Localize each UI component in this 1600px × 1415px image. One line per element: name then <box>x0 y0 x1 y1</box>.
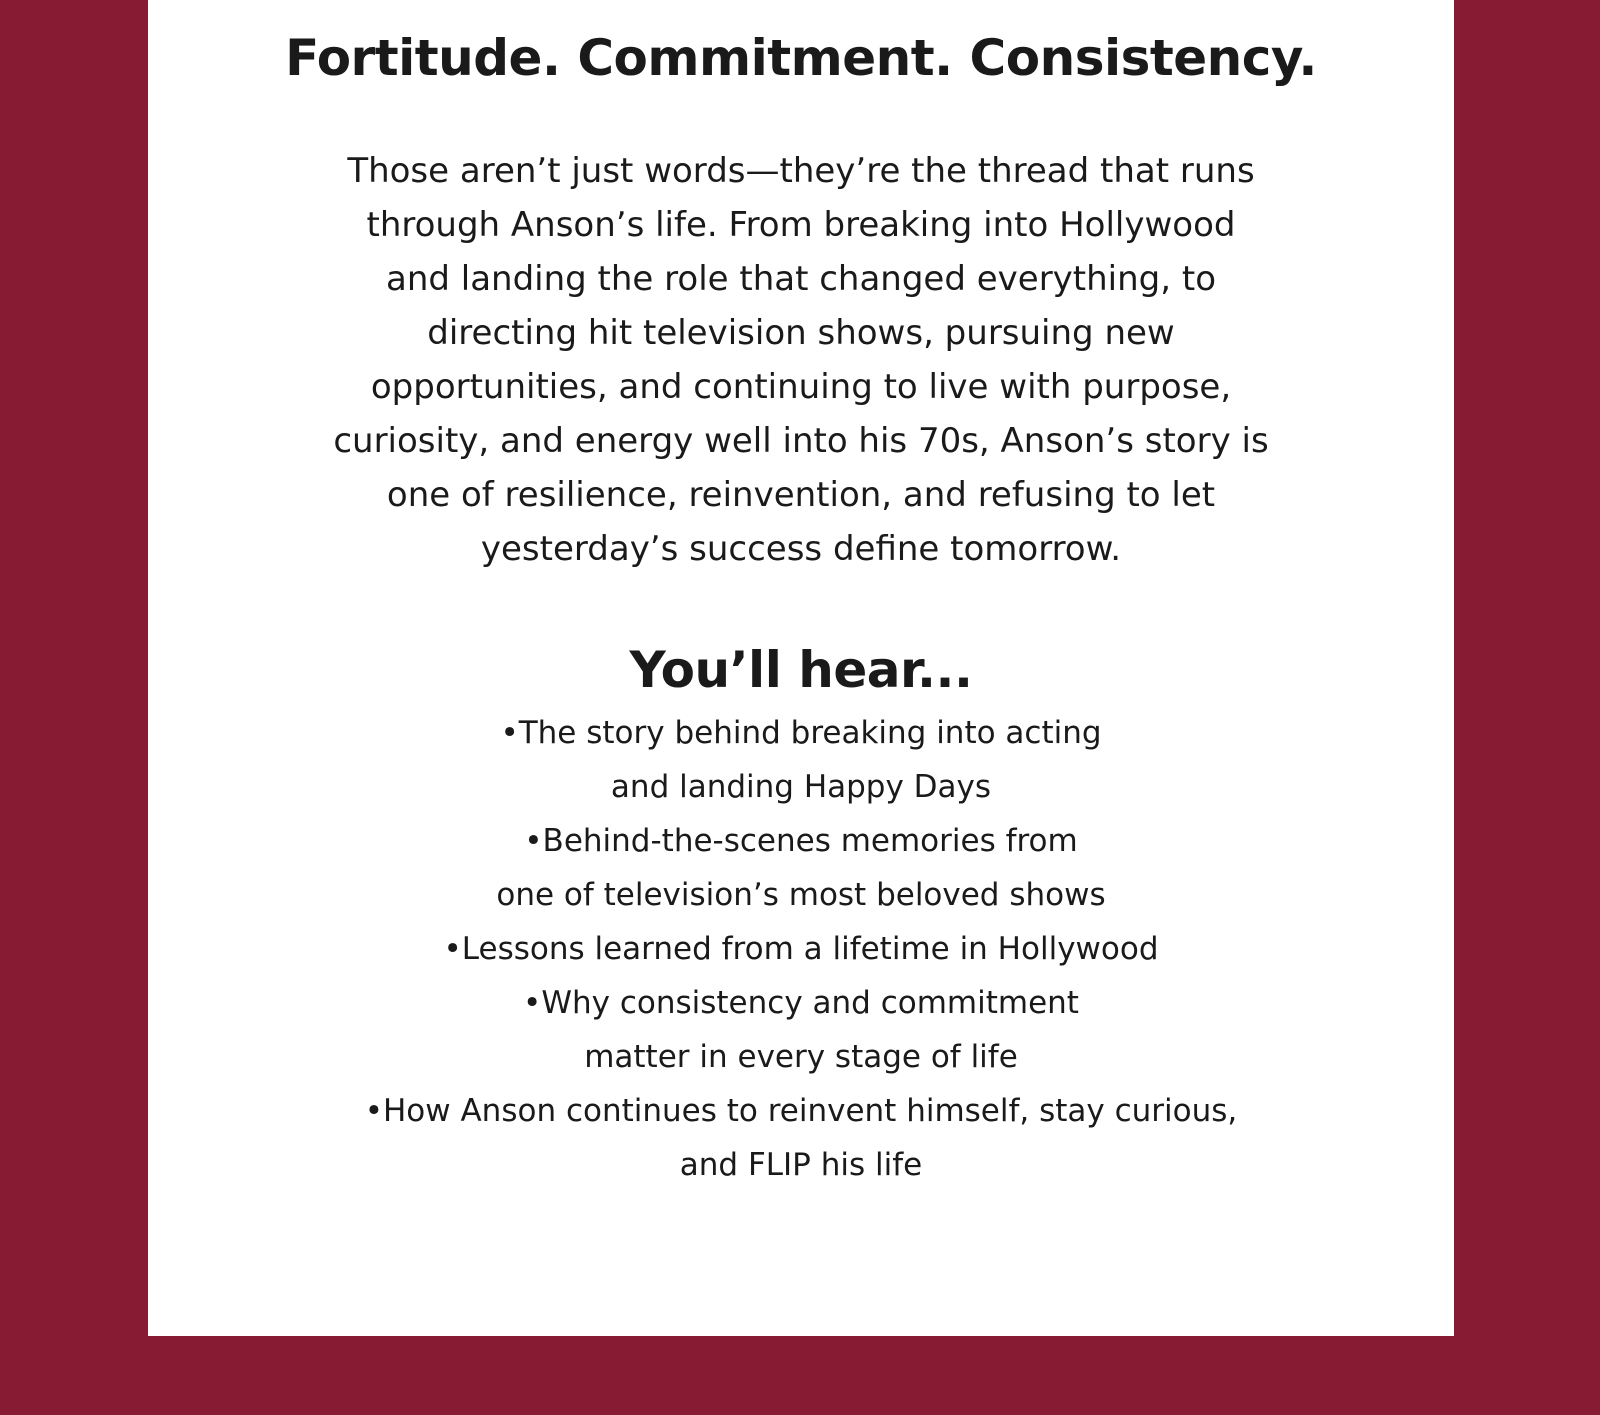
intro-paragraph <box>228 144 1374 576</box>
content-panel <box>148 0 1454 1336</box>
intro-line: yesterday’s success define tomorrow. <box>480 529 1122 569</box>
intro-line: and landing the role that changed everything, to <box>385 259 1216 299</box>
page-title: Fortitude. Commitment. Consistency. <box>285 29 1317 87</box>
intro-line: directing hit television shows, pursuing new <box>427 313 1175 353</box>
intro-line: Those aren’t just words—they’re the thread that runs <box>347 151 1255 191</box>
list-item: and landing Happy Days <box>610 769 992 805</box>
list-item: one of television’s most beloved shows <box>496 877 1106 913</box>
intro-line: one of resilience, reinvention, and refusing to let <box>386 475 1216 515</box>
list-item: •Behind-the-scenes memories from <box>524 823 1078 859</box>
list-item: and FLIP his life <box>679 1147 923 1183</box>
section-heading: You’ll hear... <box>629 641 973 699</box>
list-item: •The story behind breaking into acting <box>500 715 1102 751</box>
list-item: •How Anson continues to reinvent himself, stay curious, <box>364 1093 1238 1129</box>
list-item: •Lessons learned from a lifetime in Hollywood <box>443 931 1159 967</box>
highlights-list <box>208 706 1394 1192</box>
list-item: matter in every stage of life <box>584 1039 1018 1075</box>
intro-line: through Anson’s life. From breaking into Hollywood <box>366 205 1236 245</box>
intro-line: curiosity, and energy well into his 70s, Anson’s story is <box>333 421 1269 461</box>
list-item: •Why consistency and commitment <box>523 985 1079 1021</box>
intro-line: opportunities, and continuing to live with purpose, <box>370 367 1232 407</box>
